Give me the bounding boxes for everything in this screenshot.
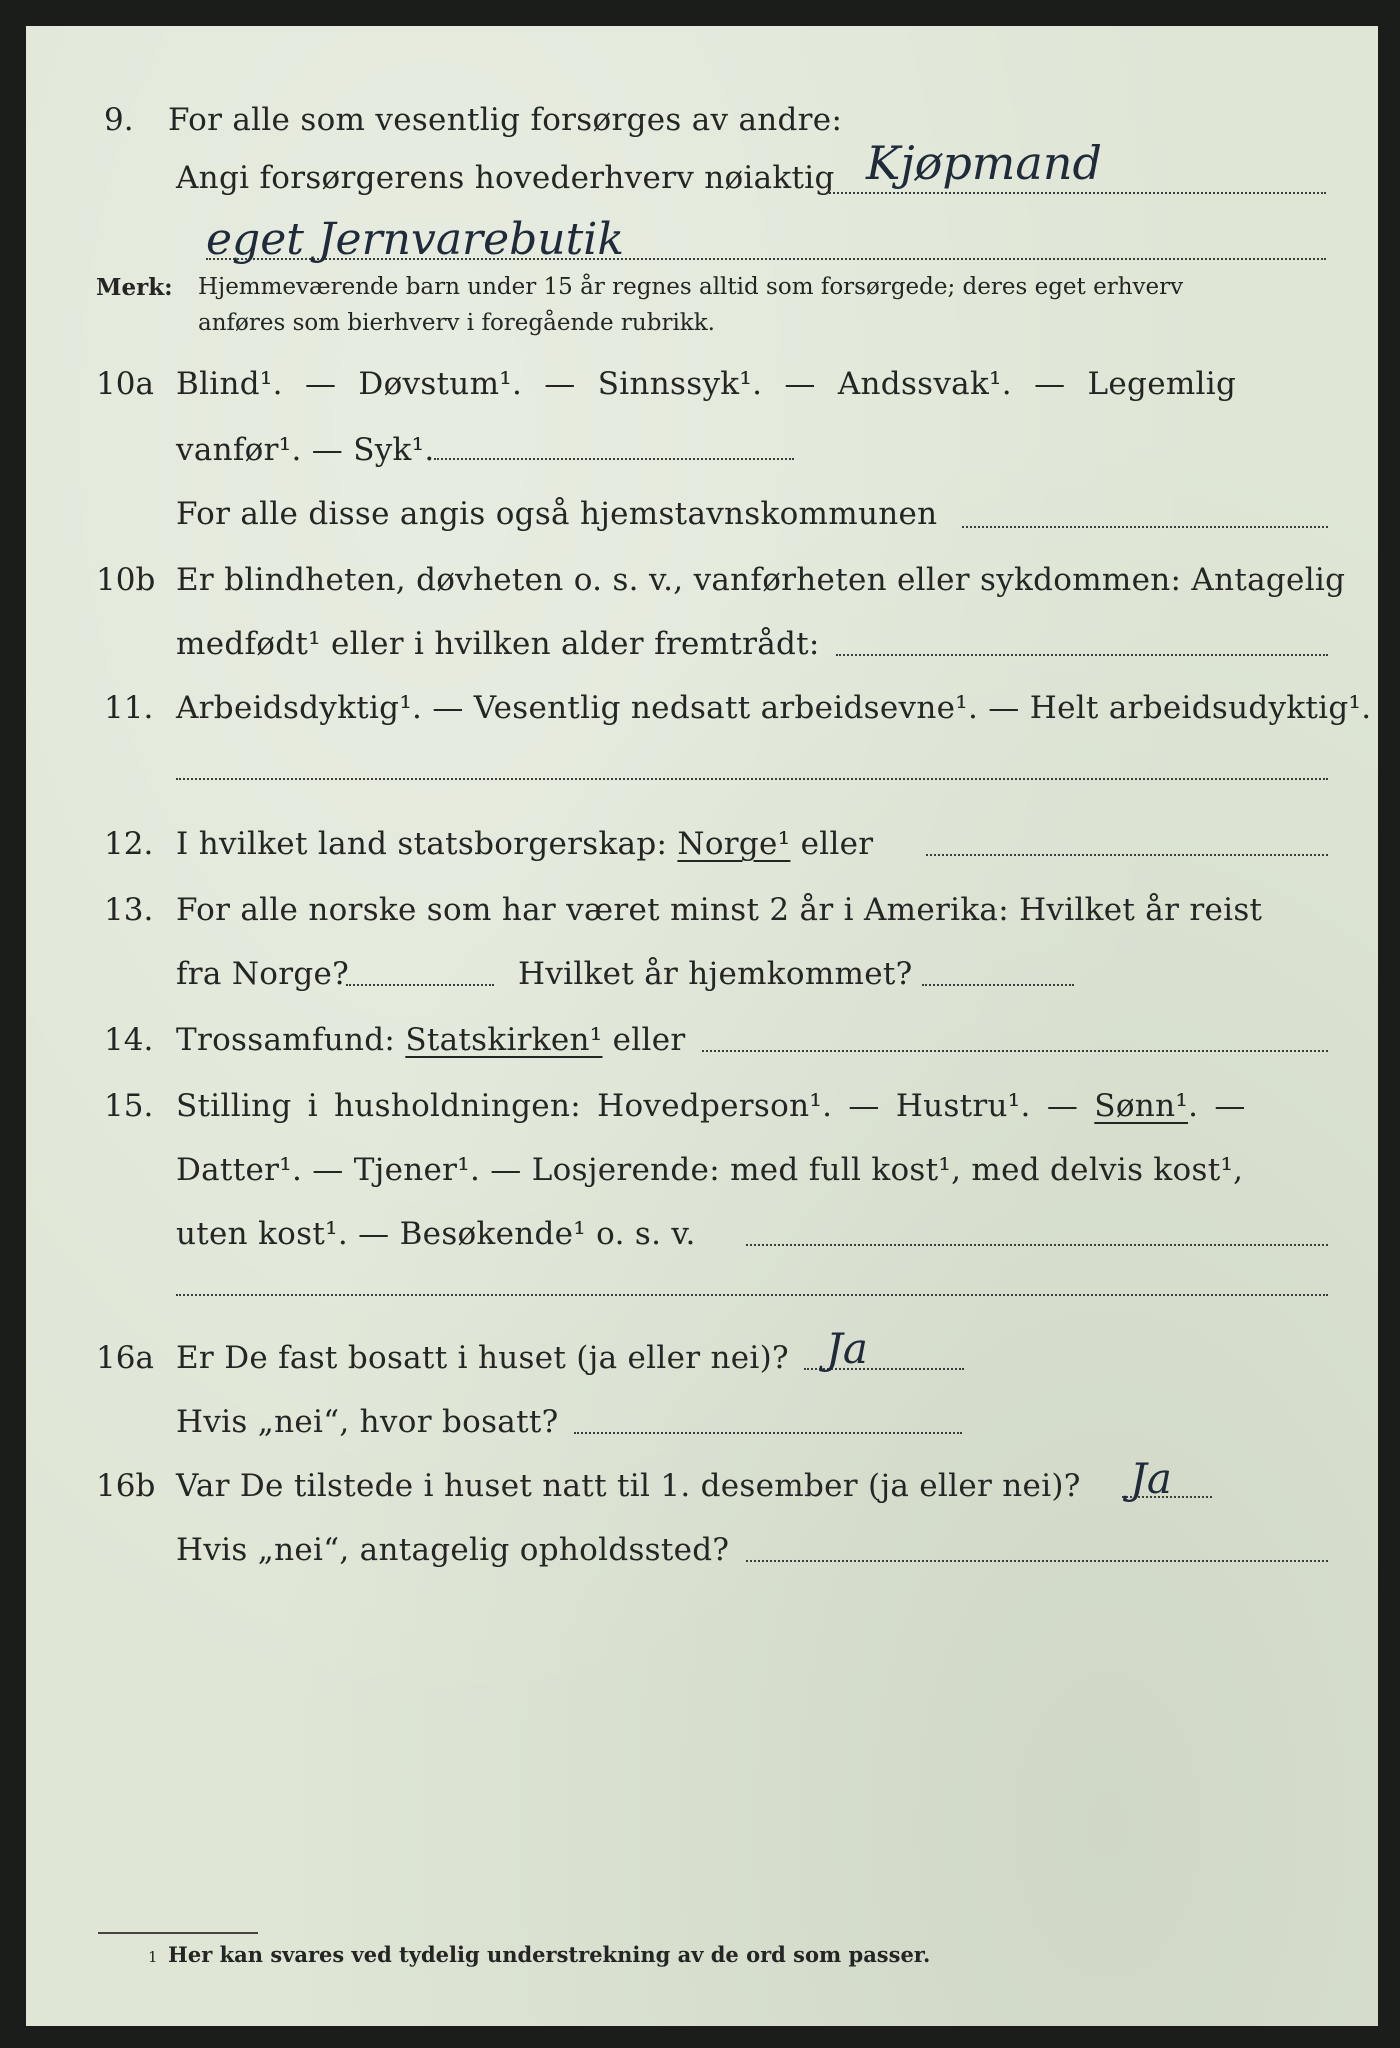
q15-answer-line <box>746 1244 1328 1246</box>
q15-line3: uten kost¹. — Besøkende¹ o. s. v. <box>176 1216 696 1252</box>
q13-line2a: fra Norge? <box>176 956 350 992</box>
merk-line1: Hjemmeværende barn under 15 år regnes alltid som forsørgede; deres eget erhverv <box>198 274 1184 300</box>
q13-line1: For alle norske som har været minst 2 år i Amerika: Hvilket år reist <box>176 892 1263 928</box>
q16a-where-line <box>574 1432 962 1434</box>
q12-number: 12. <box>104 826 154 862</box>
q9-line2: Angi forsørgerens hovederhverv nøiaktig <box>176 160 835 196</box>
q10b-line2: medfødt¹ eller i hvilken alder fremtrådt: <box>176 626 820 662</box>
q16a-line1: Er De fast bosatt i huset (ja eller nei)? <box>176 1340 789 1376</box>
q14-answer-line <box>702 1050 1328 1052</box>
q16a-handwritten-answer: Ja <box>826 1324 868 1373</box>
q14-line <box>176 1022 686 1058</box>
q15-line1-end: . — <box>1188 1088 1246 1124</box>
q13-departed-line <box>346 984 494 986</box>
q12-prefix: I hvilket land statsborgerskap: <box>176 826 668 862</box>
merk-label: Merk: <box>96 274 173 301</box>
q14-suffix: eller <box>612 1022 686 1058</box>
q11-number: 11. <box>104 690 154 726</box>
q16b-place-line <box>746 1560 1328 1562</box>
q10a-line2: vanfør¹. — Syk¹. <box>176 432 435 468</box>
q10a-line3: For alle disse angis også hjemstavnskommunen <box>176 496 938 532</box>
q13-returned-line <box>922 984 1074 986</box>
q16b-line2: Hvis „nei“, antagelig opholdssted? <box>176 1532 730 1568</box>
q14-number: 14. <box>104 1022 154 1058</box>
q10b-answer-line <box>836 654 1328 656</box>
q15-line1-text: Stilling i husholdningen: Hovedperson¹. — Hustru¹. — <box>176 1088 1079 1124</box>
q16b-line1: Var De tilstede i huset natt til 1. desember (ja eller nei)? <box>176 1468 1081 1504</box>
q16b-number: 16b <box>96 1468 156 1504</box>
q9-answer-line1 <box>826 192 1326 194</box>
q15-line2: Datter¹. — Tjener¹. — Losjerende: med full kost¹, med delvis kost¹, <box>176 1152 1244 1188</box>
q16a-line2: Hvis „nei“, hvor bosatt? <box>176 1404 559 1440</box>
footnote-marker: 1 <box>148 1948 158 1966</box>
q11-line1: Arbeidsdyktig¹. — Vesentlig nedsatt arbeidsevne¹. — Helt arbeidsudyktig¹. <box>176 690 1372 726</box>
merk-line2: anføres som bierhverv i foregående rubrikk. <box>198 310 715 336</box>
q10a-line1: Blind¹. — Døvstum¹. — Sinnssyk¹. — Andssvak¹. — Legemlig <box>176 366 1237 402</box>
q15-answer-line2 <box>176 1294 1328 1296</box>
q14-choice-statskirken: Statskirken¹ <box>405 1022 603 1058</box>
q10a-number: 10a <box>96 366 154 402</box>
q10a-hometown-line <box>962 526 1328 528</box>
census-form-page <box>26 26 1378 2026</box>
q10b-number: 10b <box>96 562 156 598</box>
q12-choice-norge: Norge¹ <box>677 826 791 862</box>
q10b-line1: Er blindheten, døvheten o. s. v., vanførheten eller sykdommen: Antagelig <box>176 562 1346 598</box>
q9-handwritten-occupation: Kjøpmand <box>866 136 1102 190</box>
q9-number: 9. <box>104 102 134 138</box>
footnote-text: Her kan svares ved tydelig understrekning av de ord som passer. <box>168 1942 931 1967</box>
q16b-handwritten-answer: Ja <box>1130 1454 1172 1503</box>
q16a-number: 16a <box>96 1340 154 1376</box>
q13-line2b: Hvilket år hjemkommet? <box>518 956 913 992</box>
q15-number: 15. <box>104 1088 154 1124</box>
q13-number: 13. <box>104 892 154 928</box>
q15-line1 <box>176 1088 1246 1124</box>
q11-answer-line <box>176 778 1328 780</box>
q15-choice-sonn: Sønn¹ <box>1094 1088 1189 1124</box>
q9-line1: For alle som vesentlig forsørges av andre: <box>168 102 843 138</box>
q12-answer-line <box>926 854 1328 856</box>
q9-handwritten-business: eget Jernvarebutik <box>206 214 625 265</box>
q14-prefix: Trossamfund: <box>176 1022 396 1058</box>
q12-suffix: eller <box>800 826 874 862</box>
footnote-rule <box>98 1932 258 1934</box>
q10a-answer-line <box>434 458 794 460</box>
q12-line <box>176 826 873 862</box>
